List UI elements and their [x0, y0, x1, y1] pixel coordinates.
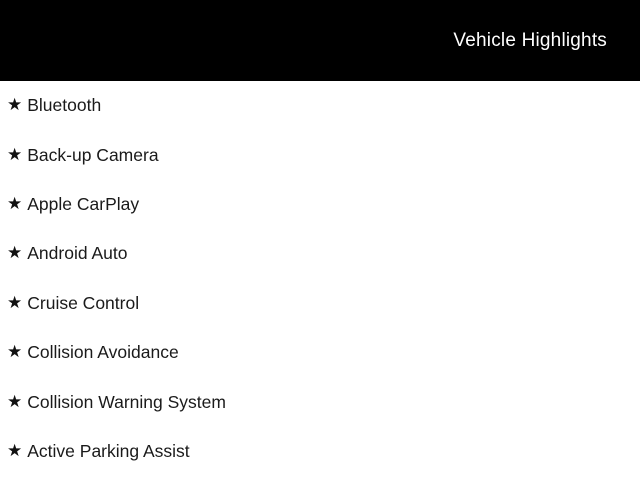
star-icon: ★ [7, 243, 23, 264]
feature-label: Cruise Control [27, 292, 140, 313]
list-item [0, 377, 640, 426]
list-item [0, 81, 640, 130]
star-icon: ★ [7, 342, 23, 363]
feature-label: Android Auto [27, 243, 128, 264]
list-item [0, 229, 640, 278]
feature-label: Active Parking Assist [27, 440, 190, 461]
star-icon: ★ [7, 95, 23, 116]
list-item [0, 180, 640, 229]
feature-label: Collision Avoidance [27, 342, 179, 363]
star-icon: ★ [7, 193, 23, 214]
list-item [0, 328, 640, 377]
feature-label: Collision Warning System [27, 391, 226, 412]
star-icon: ★ [7, 440, 23, 461]
star-icon: ★ [7, 391, 23, 412]
list-item [0, 279, 640, 328]
feature-label: Back-up Camera [27, 144, 159, 165]
feature-label: Apple CarPlay [27, 193, 140, 214]
page-title: Vehicle Highlights [453, 30, 607, 51]
star-icon: ★ [7, 144, 23, 165]
list-item [0, 130, 640, 179]
header-bar [0, 0, 640, 81]
star-icon: ★ [7, 292, 23, 313]
feature-list [0, 81, 640, 480]
list-item [0, 427, 640, 476]
feature-label: Bluetooth [27, 95, 102, 116]
